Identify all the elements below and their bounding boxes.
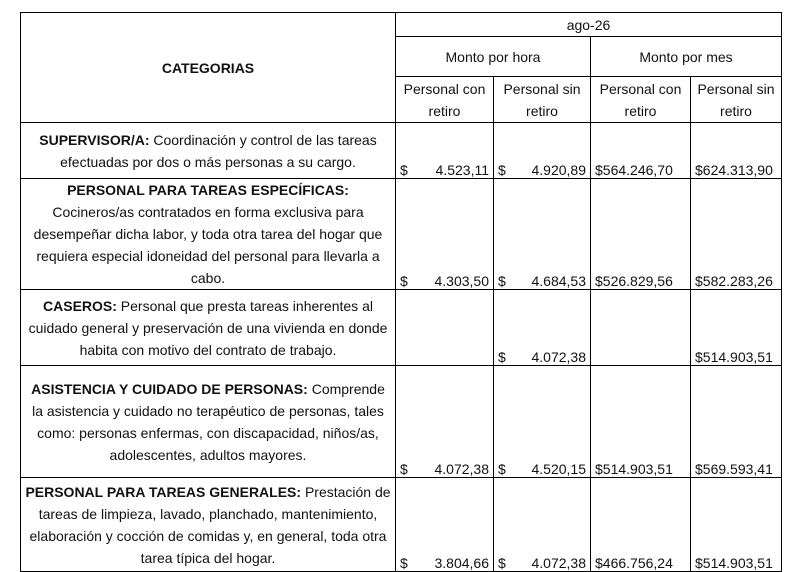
hour-with-retiro-value: $ 4.523,11 (396, 123, 494, 179)
month-with-retiro-value: $564.246,70 (591, 123, 691, 179)
category-description: ASISTENCIA Y CUIDADO DE PERSONAS: Comprende la asistencia y cuidado no terapéutico de personas, tales como: personas enfermas, con discapacidad, niños/as, adolescentes, adultos mayores. (21, 366, 396, 478)
salary-table (20, 12, 782, 572)
month-with-retiro-header: Personal con retiro (591, 77, 691, 123)
month-with-retiro-value: $526.829,56 (591, 179, 691, 290)
table-row (21, 290, 782, 366)
month-without-retiro-value: $514.903,51 (691, 290, 782, 366)
category-description: PERSONAL PARA TAREAS ESPECÍFICAS: Cocineros/as contratados en forma exclusiva para desempeñar dicha labor, y toda otra tarea del hogar que requiera especial idoneidad del personal para llevarla a cabo. (21, 179, 396, 290)
hour-without-retiro-value: $ 4.920,89 (494, 123, 591, 179)
hour-without-retiro-header: Personal sin retiro (494, 77, 591, 123)
table-row (21, 179, 782, 290)
month-without-retiro-header: Personal sin retiro (691, 77, 782, 123)
category-description: SUPERVISOR/A: Coordinación y control de las tareas efectuadas por dos o más personas a su cargo. (21, 123, 396, 179)
hour-with-retiro-value: $ 3.804,66 (396, 478, 494, 572)
hour-with-retiro-header: Personal con retiro (396, 77, 494, 123)
month-with-retiro-value (591, 290, 691, 366)
categories-header: CATEGORIAS (21, 13, 396, 123)
hour-without-retiro-value: $ 4.072,38 (494, 290, 591, 366)
month-with-retiro-value: $514.903,51 (591, 366, 691, 478)
table-row (21, 366, 782, 478)
hour-with-retiro-value: $ 4.072,38 (396, 366, 494, 478)
hour-with-retiro-value: $ 4.303,50 (396, 179, 494, 290)
hourly-amount-header: Monto por hora (396, 37, 591, 77)
table-row (21, 478, 782, 572)
monthly-amount-header: Monto por mes (591, 37, 782, 77)
month-without-retiro-value: $624.313,90 (691, 123, 782, 179)
category-description: CASEROS: Personal que presta tareas inherentes al cuidado general y preservación de una vivienda en donde habita con motivo del contrato de trabajo. (21, 290, 396, 366)
month-with-retiro-value: $466.756,24 (591, 478, 691, 572)
month-without-retiro-value: $569.593,41 (691, 366, 782, 478)
hour-with-retiro-value (396, 290, 494, 366)
hour-without-retiro-value: $ 4.684,53 (494, 179, 591, 290)
period-header: ago-26 (396, 13, 782, 37)
hour-without-retiro-value: $ 4.072,38 (494, 478, 591, 572)
hour-without-retiro-value: $ 4.520,15 (494, 366, 591, 478)
month-without-retiro-value: $582.283,26 (691, 179, 782, 290)
table-row (21, 123, 782, 179)
category-description: PERSONAL PARA TAREAS GENERALES: Prestación de tareas de limpieza, lavado, planchado, mantenimiento, elaboración y cocción de comidas y, en general, toda otra tarea típica del hogar. (21, 478, 396, 572)
month-without-retiro-value: $514.903,51 (691, 478, 782, 572)
